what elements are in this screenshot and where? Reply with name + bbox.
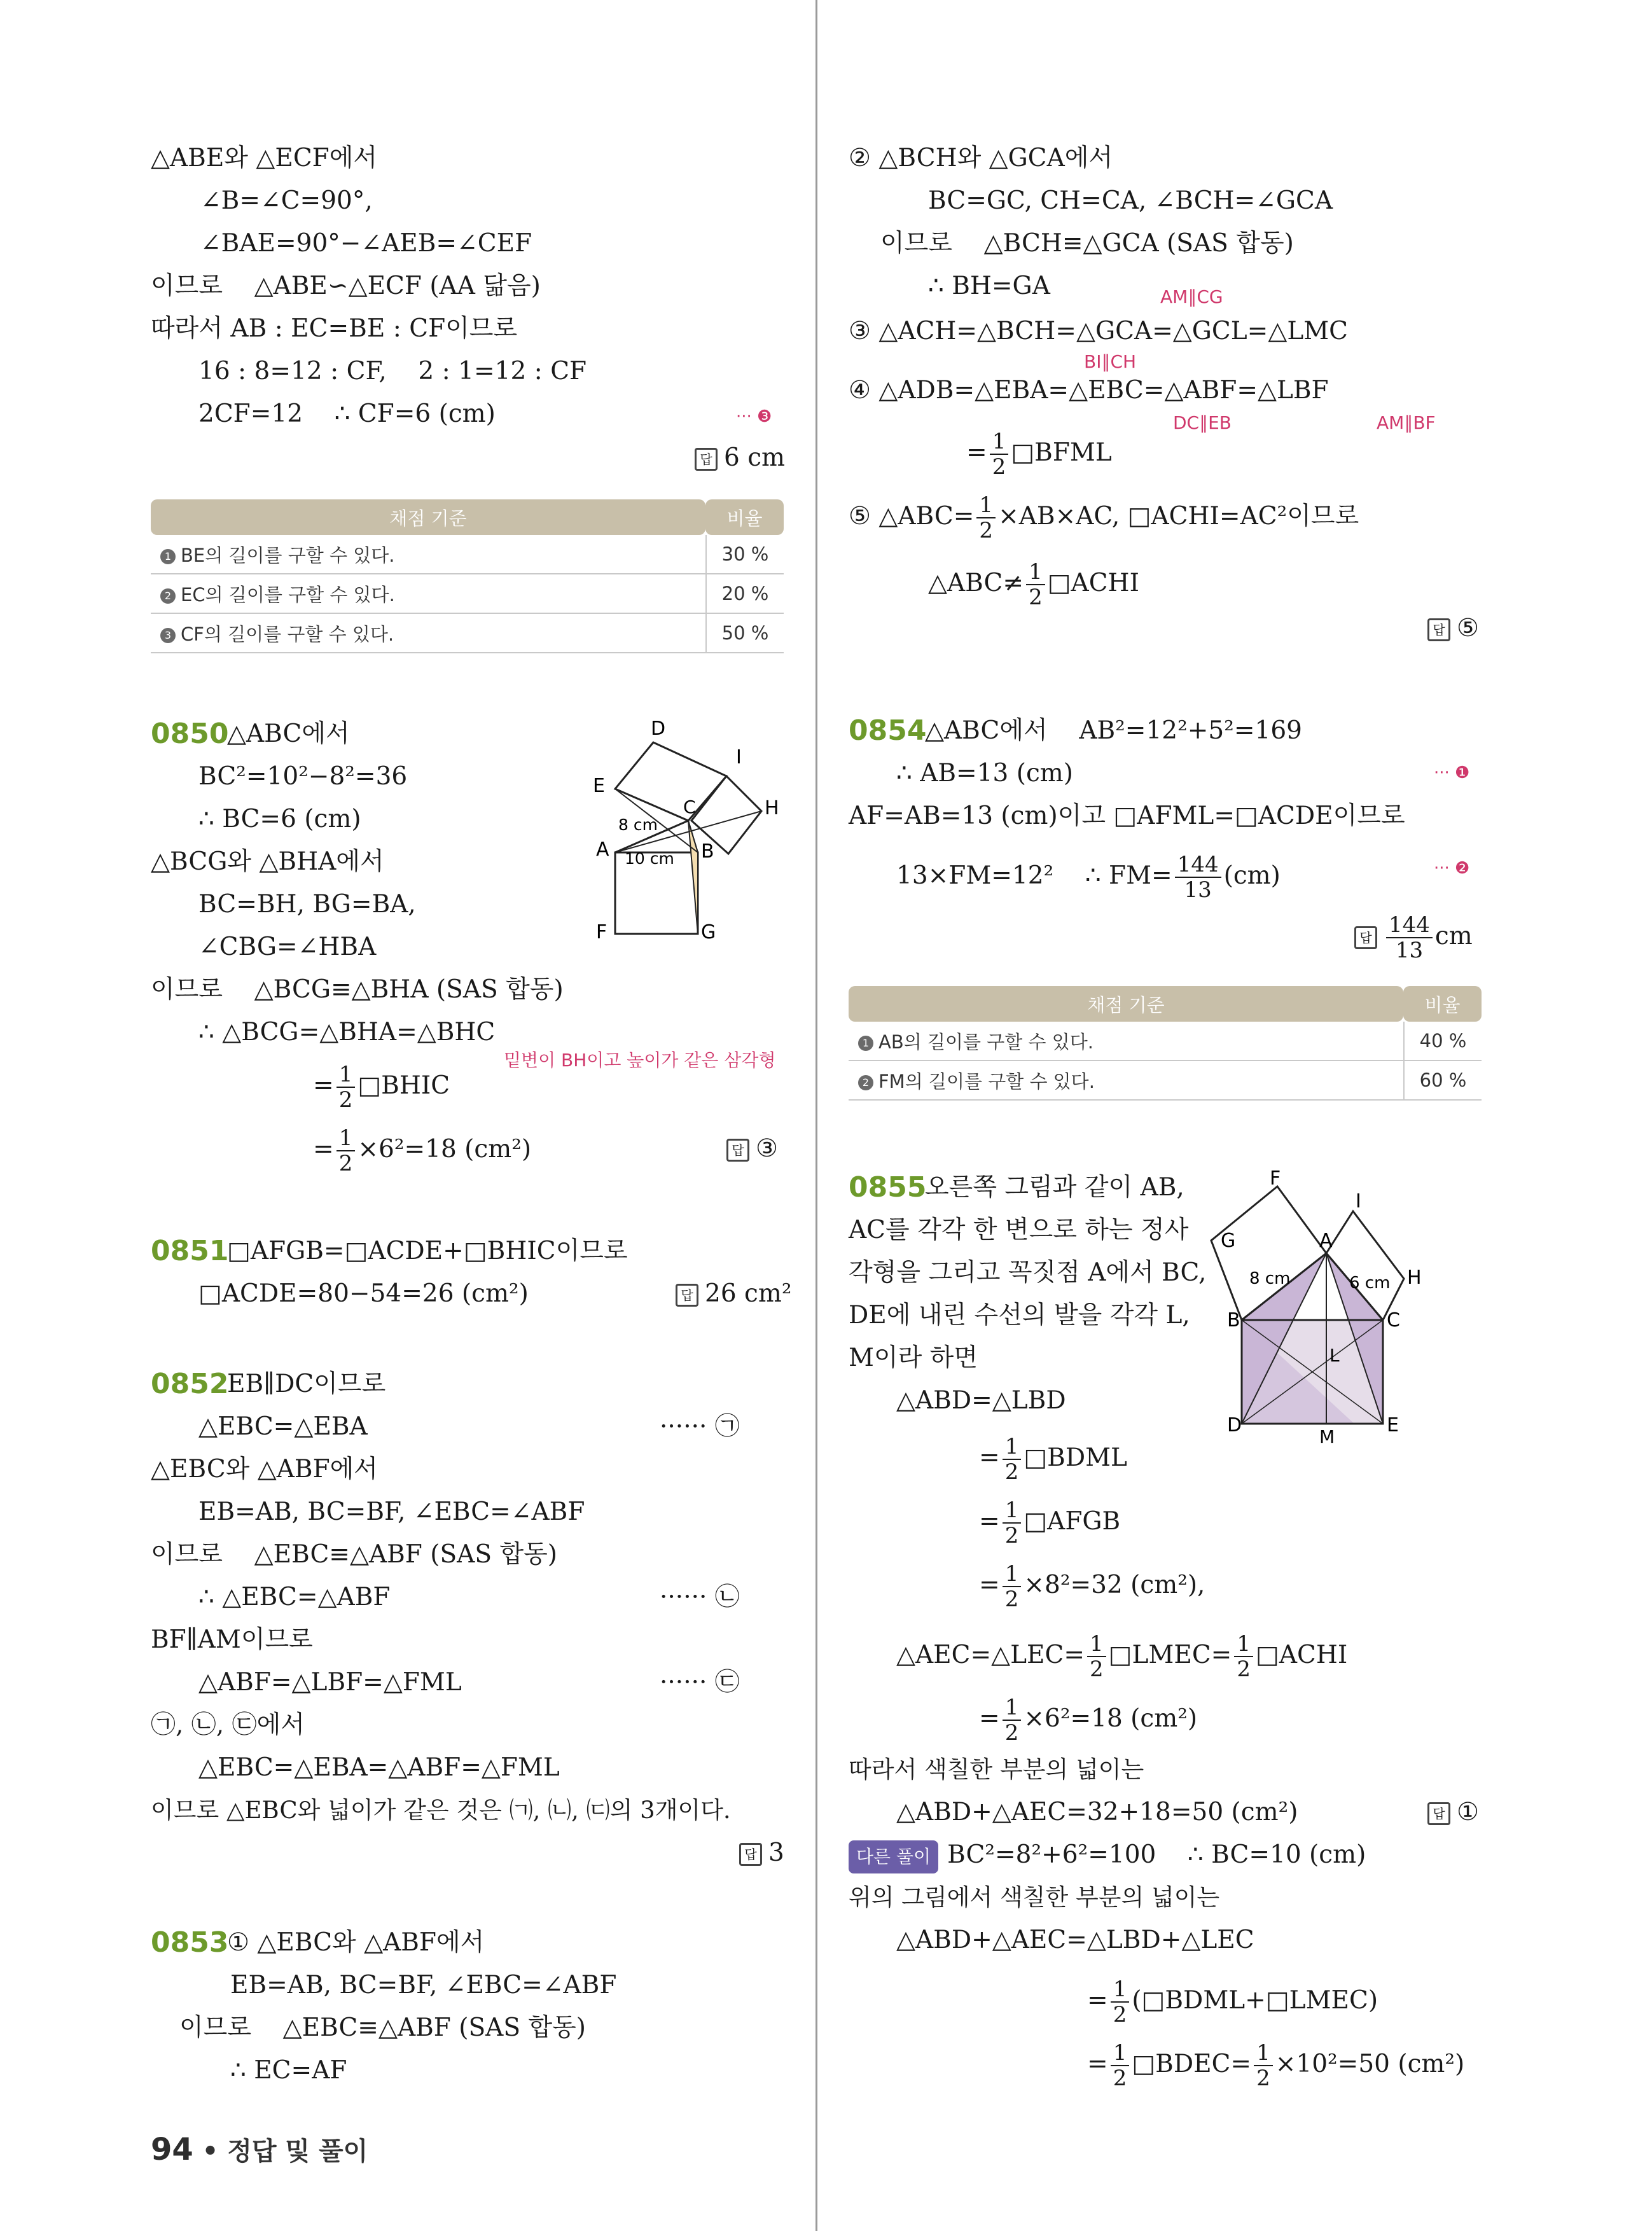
fig-label: G <box>1221 1230 1236 1252</box>
text-line: 이므로 △BCH≡△GCA (SAS 합동) <box>880 229 1294 258</box>
alt-solution-badge: 다른 풀이 <box>849 1840 938 1873</box>
fraction: $\frac{1}{2}$ <box>990 429 1009 479</box>
problem-number: 0854 <box>849 714 927 747</box>
grading-pct: 20 % <box>705 574 784 614</box>
pink-note: 밑변이 BH이고 높이가 같은 삼각형 <box>504 1050 776 1071</box>
table-row <box>151 535 784 574</box>
number-bullet: 1 <box>858 1036 873 1051</box>
fig-length: 6 cm <box>1349 1274 1391 1293</box>
grading-pct: 30 % <box>705 535 784 574</box>
text-line: 따라서 AB : EC=BE : CF이므로 <box>151 314 518 343</box>
answer-value: 3 <box>768 1838 784 1867</box>
fraction: $\frac{1}{2}$ <box>1111 2041 1130 2090</box>
text-line: 따라서 색칠한 부분의 넓이는 <box>849 1756 1144 1783</box>
table-row <box>151 614 784 653</box>
footer-title: 정답 및 풀이 <box>227 2137 368 2166</box>
mark: ······ ㉠ <box>660 1412 740 1441</box>
text-line: ㉠, ㉡, ㉢에서 <box>151 1711 305 1739</box>
pythagoras-figure-0850 <box>564 719 793 954</box>
text-line: 이므로 △EBC≡△ABF (SAS 합동) <box>179 2013 587 2042</box>
answer <box>726 1134 778 1164</box>
fig-label: F <box>1270 1167 1281 1190</box>
equation-line: = $\frac{1}{2}$ □AFGB <box>979 1498 1121 1548</box>
fraction: $\frac{1}{2}$ <box>337 1062 356 1112</box>
fig-label: F <box>596 921 607 943</box>
grading-text: AB의 길이를 구할 수 있다. <box>878 1031 1093 1053</box>
text-line: △EBC와 △ABF에서 <box>151 1455 378 1484</box>
text-line: BC=GC, CH=CA, ∠BCH=∠GCA <box>928 186 1333 215</box>
pink-note: AM∥CG <box>1160 286 1223 307</box>
grading-pct: 50 % <box>705 614 784 653</box>
number-bullet: 2 <box>160 588 176 604</box>
page-number: 94 <box>151 2132 193 2167</box>
text-line: BF∥AM이므로 <box>151 1625 313 1654</box>
text-line: 각형을 그리고 꼭짓점 A에서 BC, <box>849 1258 1207 1287</box>
table-row <box>849 1061 1482 1101</box>
fraction: $\frac{1}{2}$ <box>1026 560 1045 609</box>
grading-header-pct: 비율 <box>1403 986 1482 1022</box>
answer <box>676 1279 791 1309</box>
text-line: ③ △ACH=△BCH=△GCA=△GCL=△LMC <box>849 317 1349 345</box>
text-line: EB=AB, BC=BF, ∠EBC=∠ABF <box>198 1498 585 1526</box>
text-line: ∠B=∠C=90°, <box>200 186 373 215</box>
answer <box>739 1838 784 1868</box>
problem-number: 0850 <box>151 718 229 750</box>
answer <box>695 443 785 473</box>
fig-label: A <box>596 838 609 861</box>
text-line: △EBC=△EBA=△ABF=△FML <box>198 1753 560 1782</box>
fig-label: G <box>701 921 716 943</box>
fig-label: I <box>736 746 742 768</box>
fraction: $\frac{1}{2}$ <box>1003 1498 1022 1548</box>
text-line: □AFGB=□ACDE+□BHIC이므로 <box>227 1237 628 1265</box>
answer <box>1427 613 1479 644</box>
number-bullet: 3 <box>160 628 176 643</box>
text-line: △ABD+△AEC=△LBD+△LEC <box>896 1926 1254 1954</box>
answer-value: 6 cm <box>724 443 786 472</box>
problem-number: 0853 <box>151 1926 229 1959</box>
fig-length: 10 cm <box>625 849 674 868</box>
alt-solution-line: 다른 풀이 BC²=8²+6²=100 ∴ BC=10 (cm) <box>849 1840 1366 1873</box>
fig-label: H <box>1407 1267 1422 1289</box>
fraction: $\frac{1}{2}$ <box>1111 1977 1130 2027</box>
answer-value: ① <box>1457 1798 1479 1826</box>
table-row <box>849 1022 1482 1061</box>
pink-note: AM∥BF <box>1377 412 1436 433</box>
answer-value: ③ <box>756 1134 778 1163</box>
grading-text: CF의 길이를 구할 수 있다. <box>181 623 394 645</box>
fig-label: D <box>651 718 666 740</box>
grading-table <box>849 986 1482 1101</box>
grading-text: BE의 길이를 구할 수 있다. <box>181 544 395 566</box>
answer-icon: 답 <box>1427 1802 1450 1825</box>
equation-line: = $\frac{1}{2}$ ×6²=18 (cm²) <box>979 1695 1198 1746</box>
text-line: △ABF=△LBF=△FML <box>198 1668 462 1697</box>
grading-header-pct: 비율 <box>705 499 784 535</box>
text-line: △ABE와 △ECF에서 <box>151 144 378 172</box>
fig-length: 8 cm <box>618 816 658 834</box>
text-line: △EBC=△EBA <box>198 1412 368 1441</box>
fig-label: B <box>701 840 714 863</box>
mark: ······ ㉢ <box>660 1668 740 1697</box>
text-line: ∴ BH=GA <box>928 272 1050 300</box>
text-line: EB=AB, BC=BF, ∠EBC=∠ABF <box>230 1971 617 1999</box>
problem-number: 0855 <box>849 1171 927 1204</box>
answer-unit: cm <box>1434 922 1473 950</box>
equation-line: = $\frac{1}{2}$ □BHIC <box>313 1062 450 1113</box>
answer-icon: 답 <box>1354 926 1377 949</box>
text-line: □ACDE=80−54=26 (cm²) <box>198 1279 529 1308</box>
fig-label: I <box>1356 1190 1361 1213</box>
text-line: AC를 각각 한 변으로 하는 정사 <box>849 1216 1189 1244</box>
text-line: ∴ BC=6 (cm) <box>198 805 361 833</box>
text-line: ∠CBG=∠HBA <box>198 933 377 961</box>
text-line: △BCG와 △BHA에서 <box>151 847 384 876</box>
text-line: ① △EBC와 △ABF에서 <box>227 1928 485 1957</box>
text-line: ∴ AB=13 (cm) <box>896 759 1073 788</box>
text-line: 오른쪽 그림과 같이 AB, <box>925 1173 1184 1202</box>
equation-line: △ABC≠ $\frac{1}{2}$ □ACHI <box>928 559 1139 610</box>
ref-marker: ··· ❸ <box>736 407 772 426</box>
answer-icon: 답 <box>1427 618 1450 641</box>
number-bullet: 1 <box>160 549 176 564</box>
pythagoras-figure-0855 <box>1221 1167 1478 1450</box>
equation-line: = $\frac{1}{2}$ □BDEC= $\frac{1}{2}$ ×10²=50 (cm²) <box>1087 2040 1465 2091</box>
text-line: ④ △ADB=△EBA=△EBC=△ABF=△LBF <box>849 376 1329 405</box>
grading-table <box>151 499 784 653</box>
grading-header: 채점 기준 <box>849 986 1403 1022</box>
equation-line: = $\frac{1}{2}$ ×6²=18 (cm²) <box>313 1125 532 1176</box>
text-line: M이라 하면 <box>849 1344 978 1372</box>
fig-label: E <box>593 775 605 797</box>
fig-label: B <box>1227 1309 1240 1331</box>
fraction: $\frac{144}{13}$ <box>1175 852 1221 902</box>
fraction: $\frac{1}{2}$ <box>1087 1632 1106 1681</box>
fraction: $\frac{1}{2}$ <box>1003 1435 1022 1484</box>
text-line: ∠BAE=90°−∠AEB=∠CEF <box>200 229 532 258</box>
fraction: $\frac{1}{2}$ <box>1003 1562 1022 1611</box>
ref-marker: ··· ❶ <box>1434 763 1470 782</box>
answer-icon: 답 <box>695 448 718 471</box>
equation-line: = $\frac{1}{2}$ □BDML <box>979 1434 1127 1485</box>
grading-pct: 40 % <box>1403 1022 1482 1061</box>
answer-icon: 답 <box>726 1139 749 1162</box>
fig-label: H <box>765 797 779 819</box>
grading-text: EC의 길이를 구할 수 있다. <box>181 583 395 606</box>
text-line: 이므로 △EBC≡△ABF (SAS 합동) <box>151 1540 558 1569</box>
text-line: 위의 그림에서 색칠한 부분의 넓이는 <box>849 1884 1220 1911</box>
grading-text: FM의 길이를 구할 수 있다. <box>878 1070 1095 1092</box>
fig-label: C <box>683 796 696 817</box>
pink-note: DC∥EB <box>1173 412 1232 433</box>
text-line: ∴ △EBC=△ABF <box>198 1583 391 1611</box>
text-line: BC=BH, BG=BA, <box>198 890 416 919</box>
fraction: $\frac{1}{2}$ <box>337 1126 356 1176</box>
text-line: △ABD+△AEC=32+18=50 (cm²) <box>896 1798 1298 1826</box>
answer-value: ⑤ <box>1457 614 1479 643</box>
fraction: $\frac{1}{2}$ <box>1254 2041 1273 2090</box>
fig-label: M <box>1319 1426 1335 1447</box>
fraction: $\frac{1}{2}$ <box>1234 1632 1253 1681</box>
text-line: 2CF=12 ∴ CF=6 (cm) <box>198 400 496 428</box>
fig-label: A <box>1319 1230 1333 1252</box>
text-line: DE에 내린 수선의 발을 각각 L, <box>849 1301 1190 1330</box>
text-line: AF=AB=13 (cm)이고 □AFML=□ACDE이므로 <box>849 802 1405 830</box>
problem-number: 0852 <box>151 1368 229 1400</box>
fig-length: 8 cm <box>1249 1269 1291 1288</box>
equation-line: ⑤ △ABC= $\frac{1}{2}$ ×AB×AC, □ACHI=AC²이므로 <box>849 492 1359 543</box>
problem-number: 0851 <box>151 1235 229 1267</box>
text-line: EB∥DC이므로 <box>227 1370 386 1398</box>
fig-label: D <box>1227 1414 1242 1436</box>
text-line: ② △BCH와 △GCA에서 <box>849 144 1113 172</box>
text-line: 16 : 8=12 : CF, 2 : 1=12 : CF <box>198 357 587 386</box>
fig-label: E <box>1387 1414 1399 1436</box>
number-bullet: 2 <box>858 1075 873 1090</box>
page-footer: 94 • 정답 및 풀이 <box>151 2132 368 2167</box>
fig-label: L <box>1329 1345 1340 1366</box>
text-line: 이므로 △EBC와 넓이가 같은 것은 ㈀, ㈁, ㈂의 3개이다. <box>151 1797 731 1824</box>
fraction: $\frac{1}{2}$ <box>1003 1695 1022 1745</box>
equation-line: = $\frac{1}{2}$ □BFML <box>966 429 1112 480</box>
text-line: △ABD=△LBD <box>896 1386 1066 1415</box>
answer-icon: 답 <box>739 1843 762 1866</box>
pink-note: BI∥CH <box>1084 351 1137 372</box>
mark: ······ ㉡ <box>660 1583 740 1611</box>
answer-value: 26 cm² <box>705 1279 792 1308</box>
text-line: △ABC에서 <box>227 719 350 748</box>
grading-pct: 60 % <box>1403 1061 1482 1101</box>
text-line: 이므로 △BCG≡△BHA (SAS 합동) <box>151 975 564 1004</box>
equation-line: 13×FM=12² ∴ FM= $\frac{144}{13}$ (cm) <box>896 852 1281 903</box>
table-row <box>151 574 784 614</box>
text-line: △ABC에서 AB²=12²+5²=169 <box>925 716 1302 745</box>
answer-icon: 답 <box>676 1284 698 1307</box>
equation-line: = $\frac{1}{2}$ ×8²=32 (cm²), <box>979 1561 1205 1612</box>
text-line: ∴ △BCG=△BHA=△BHC <box>198 1018 496 1046</box>
text-line: BC²=10²−8²=36 <box>198 762 408 791</box>
ref-marker: ··· ❷ <box>1434 859 1470 878</box>
fig-label: C <box>1387 1309 1400 1331</box>
equation-line: △AEC=△LEC= $\frac{1}{2}$ □LMEC= $\frac{1}{2}$ □ACHI <box>896 1631 1348 1682</box>
column-divider <box>816 0 817 2231</box>
fraction: $\frac{144}{13}$ <box>1386 913 1433 963</box>
text-line: 이므로 △ABE∽△ECF (AA 닮음) <box>151 272 541 300</box>
text-line: ∴ EC=AF <box>230 2056 347 2085</box>
answer <box>1354 913 1473 963</box>
equation-line: = $\frac{1}{2}$ (□BDML+□LMEC) <box>1087 1977 1378 2027</box>
grading-header: 채점 기준 <box>151 499 705 535</box>
answer <box>1427 1797 1479 1828</box>
fraction: $\frac{1}{2}$ <box>976 493 996 543</box>
